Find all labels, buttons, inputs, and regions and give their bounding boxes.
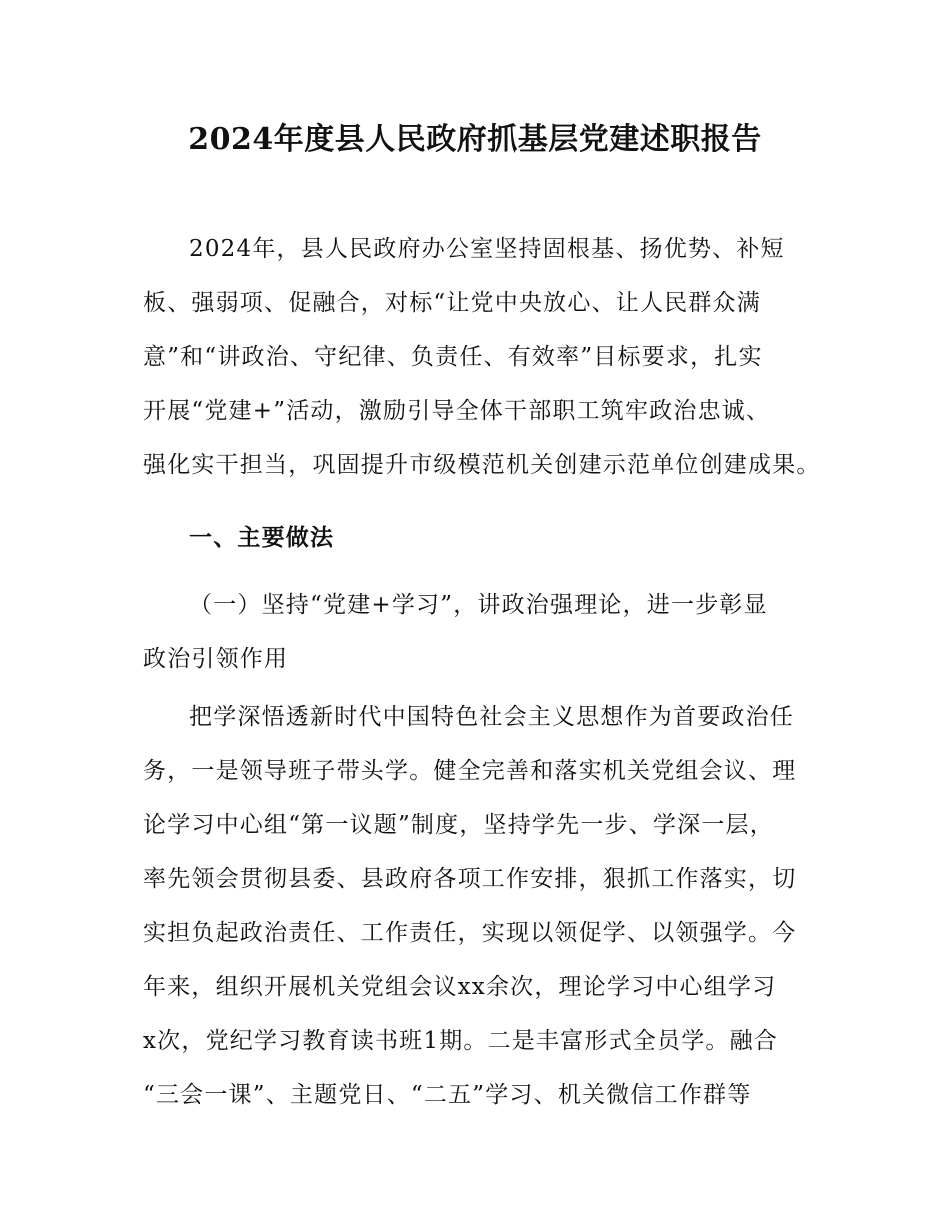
text-line: “三会一课”、主题党日、“二五”学习、机关微信工作群等: [143, 1082, 752, 1108]
text-line: 板、强弱项、促融合，对标“让党中央放心、让人民群众满: [143, 290, 761, 316]
text-line: 实担负起政治责任、工作责任，实现以领促学、以领强学。今: [143, 920, 797, 946]
text-line: x次，党纪学习教育读书班1期。二是丰富形式全员学。融合: [143, 1028, 779, 1054]
text-line: 率先领会贯彻县委、县政府各项工作安排，狠抓工作落实，切: [143, 866, 797, 892]
text-line: 强化实干担当，巩固提升市级模范机关创建示范单位创建成果。: [143, 452, 821, 478]
section-heading: 一、主要做法: [189, 524, 335, 551]
intro-paragraph: [143, 222, 823, 492]
subsection-heading-container: [143, 578, 823, 686]
body-paragraph: [143, 690, 823, 1122]
text-line: 把学深悟透新时代中国特色社会主义思想作为首要政治任: [189, 704, 794, 730]
text-line: 论学习中心组“第一议题”制度，坚持学先一步、学深一层，: [143, 812, 774, 838]
subsection-heading-line: （一）坚持“党建+学习”，讲政治强理论，进一步彰显: [189, 592, 768, 618]
section-heading-container: [143, 511, 823, 565]
text-line: 2024年，县人民政府办公室坚持固根基、扬优势、补短: [189, 236, 785, 262]
text-line: 意”和“讲政治、守纪律、负责任、有效率”目标要求，扎实: [143, 344, 763, 370]
text-line: 开展“党建+”活动，激励引导全体干部职工筑牢政治忠诚、: [143, 398, 771, 424]
text-line: 年来，组织开展机关党组会议xx余次，理论学习中心组学习: [143, 974, 777, 1000]
document-title: 2024年度县人民政府抓基层党建述职报告: [188, 122, 762, 157]
subsection-heading-line: 政治引领作用: [143, 646, 289, 672]
text-line: 务，一是领导班子带头学。健全完善和落实机关党组会议、理: [143, 758, 797, 784]
